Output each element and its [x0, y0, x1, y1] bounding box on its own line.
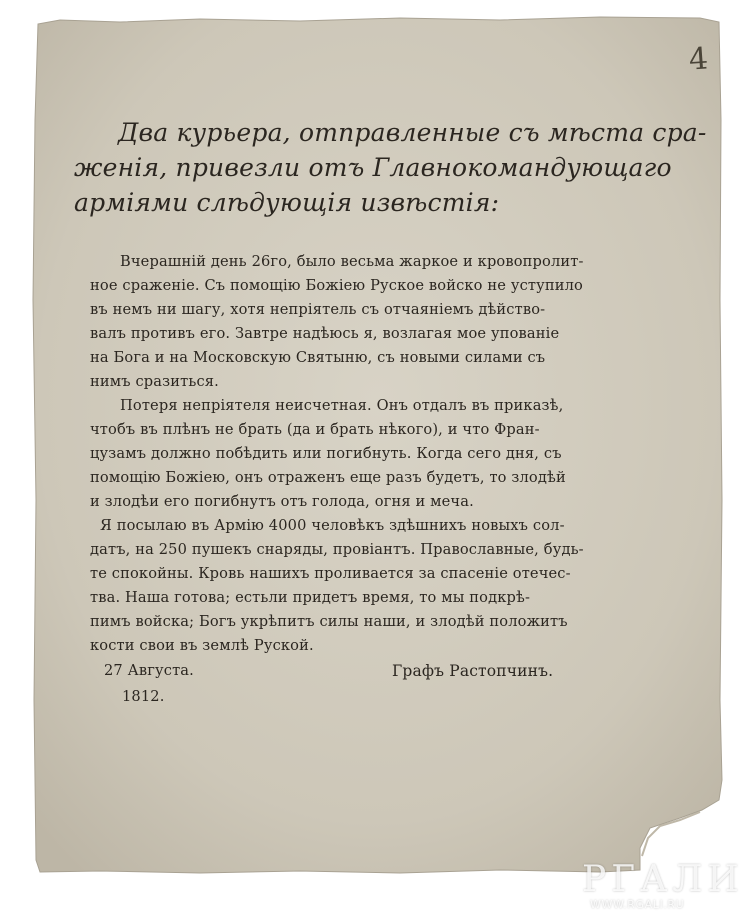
- body-line: Я посылаю въ Армію 4000 человѣкъ здѣшнихъ новыхъ сол-: [100, 517, 565, 534]
- body-line: помощію Божіею, онъ отраженъ еще разъ будетъ, то злодѣй: [90, 469, 566, 486]
- headline-line: женія, привезли отъ Главнокомандующаго: [74, 153, 672, 182]
- body-line: те спокойны. Кровь нашихъ проливается за спасеніе отечес-: [90, 565, 571, 582]
- body-line: цузамъ должно побѣдить или погибнуть. Когда сего дня, съ: [90, 445, 562, 462]
- date-line: 27 Августа.: [104, 662, 194, 679]
- year-line: 1812.: [122, 688, 165, 705]
- body-line: и злодѣи его погибнутъ отъ голода, огня и меча.: [90, 493, 474, 510]
- body-line: пимъ войска; Богъ укрѣпитъ силы наши, и злодѣй положитъ: [90, 613, 568, 630]
- body-line: датъ, на 250 пушекъ снаряды, провіантъ. Православные, будь-: [90, 541, 584, 558]
- watermark-logo: РГАЛИ: [582, 859, 744, 900]
- body-line: тва. Наша готова; естьли придетъ время, то мы подкрѣ-: [90, 589, 531, 606]
- signature: Графъ Растопчинъ.: [392, 662, 554, 680]
- body-line: валъ противъ его. Завтре надѣюсь я, возлагая мое упованіе: [90, 325, 560, 342]
- watermark-url: WWW.RGALI.RU: [590, 898, 685, 911]
- headline-line: арміями слѣдующія извѣстія:: [74, 188, 500, 217]
- body-line: нимъ сразиться.: [90, 373, 219, 390]
- archive-watermark: [582, 859, 752, 911]
- body-line: Вчерашній день 26го, было весьма жаркое и кровопролит-: [120, 253, 584, 270]
- body-line: Потеря непріятеля неисчетная. Онъ отдалъ въ приказѣ,: [120, 397, 564, 414]
- body-line: въ немъ ни шагу, хотя непріятель съ отчаяніемъ дѣйство-: [90, 301, 546, 318]
- body-line: чтобъ въ плѣнъ не брать (да и брать нѣкого), и что Фран-: [90, 421, 540, 438]
- body-line: кости свои въ землѣ Руской.: [90, 637, 314, 654]
- body-line: на Бога и на Московскую Святыню, съ новыми силами съ: [90, 349, 546, 366]
- page-number: 4: [687, 41, 710, 78]
- headline-line: Два курьера, отправленные съ мѣста сра-: [118, 118, 707, 147]
- body-line: ное сраженіе. Съ помощію Божіею Руское войско не уступило: [90, 277, 583, 294]
